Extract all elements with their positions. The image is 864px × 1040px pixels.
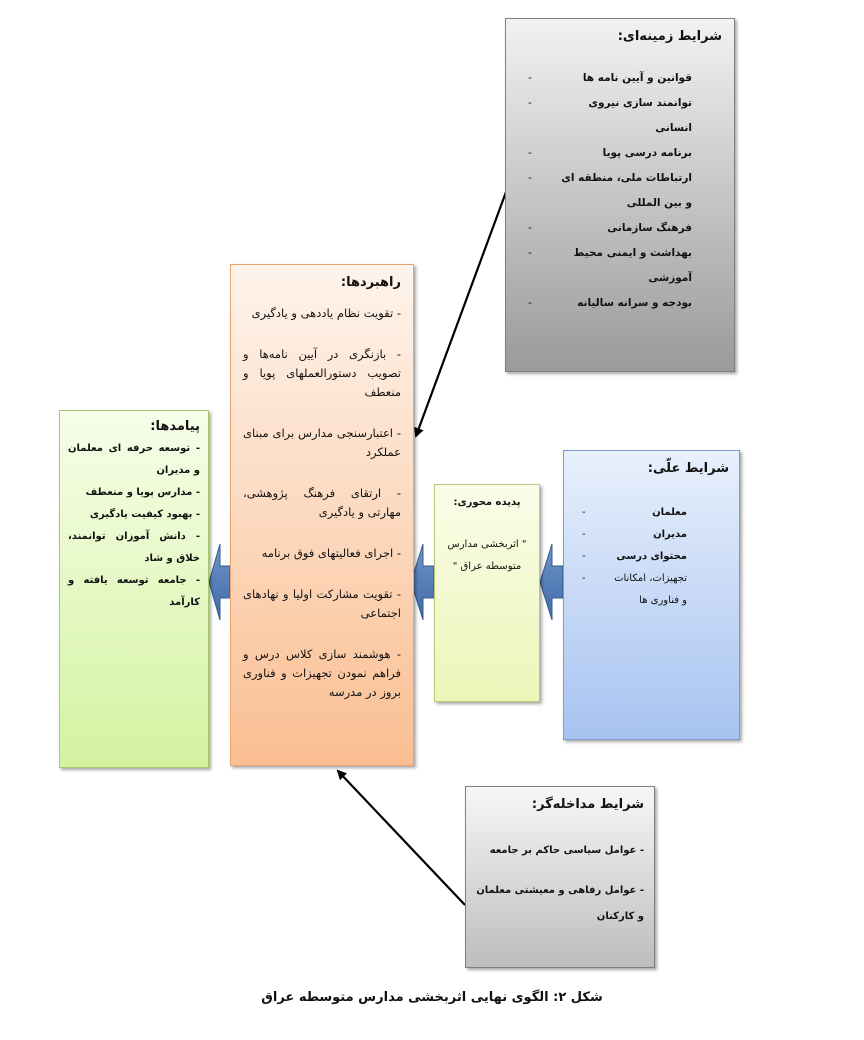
- causal-item: معلمان -: [574, 502, 729, 524]
- context-item: ارتباطات ملی، منطقه ای و بین المللی -: [518, 166, 722, 216]
- intervening-item: - عوامل سیاسی حاکم بر جامعه: [489, 845, 644, 856]
- outcomes-title: پیامدها:: [150, 419, 200, 434]
- outcome-item: - توسعه حرفه ای معلمان و مدیران: [68, 443, 200, 476]
- intervening-to-strategies-arrow: [338, 771, 465, 905]
- causal-conditions-box: [563, 450, 740, 740]
- context-item: فرهنگ سازمانی -: [518, 216, 722, 241]
- strategies-list: [243, 304, 401, 702]
- central-phenomenon-text: " اثربخشی مدارس متوسطه عراق ": [447, 539, 527, 572]
- strategies-title: راهبردها:: [340, 275, 401, 290]
- context-item: بودجه و سرانه سالیانه -: [518, 291, 722, 316]
- intervening-conditions-list: [476, 838, 644, 930]
- strategy-item: - اعتبارسنجی مدارس برای مبنای عملکرد: [243, 426, 401, 459]
- central-to-strategies-arrow: [411, 544, 434, 620]
- strategy-item: - اجرای فعالیتهای فوق برنامه: [261, 546, 401, 560]
- intervening-item: - عوامل رفاهی و معیشتی معلمان و کارکنان: [476, 885, 644, 922]
- context-conditions-box: [505, 18, 735, 372]
- context-item: توانمند سازی نیروی انسانی -: [518, 91, 722, 141]
- causal-item: محتوای درسی -: [574, 546, 729, 568]
- outcome-item: - دانش آموزان توانمند، خلاق و شاد: [68, 531, 200, 564]
- causal-conditions-title: شرایط علّی:: [647, 461, 729, 476]
- strategy-item: - هوشمند سازی کلاس درس و فراهم نمودن تجهیزات و فناوری بروز در مدرسه: [243, 647, 401, 699]
- strategy-item: - ارتقای فرهنگ پژوهشی، مهارتی و یادگیری: [243, 486, 401, 519]
- context-conditions-list: [518, 66, 722, 316]
- outcome-item: - مدارس پویا و منعطف: [85, 487, 200, 498]
- strategies-box: [230, 264, 414, 766]
- context-item: برنامه درسی پویا -: [518, 141, 722, 166]
- causal-conditions-list: [574, 502, 729, 612]
- strategy-item: - تقویت مشارکت اولیا و نهادهای اجتماعی: [243, 587, 401, 620]
- intervening-conditions-title: شرایط مداخله‌گر:: [531, 797, 644, 812]
- context-item: قوانین و آیین نامه ها -: [518, 66, 722, 91]
- central-phenomenon-title: پدیده محوری:: [453, 497, 521, 508]
- causal-item: تجهیزات، امکانات و فناوری ها -: [574, 568, 729, 612]
- context-conditions-title: شرایط زمینه‌ای:: [617, 29, 722, 44]
- context-item: بهداشت و ایمنی محیط آموزشی -: [518, 241, 722, 291]
- intervening-conditions-box: [465, 786, 655, 968]
- outcomes-list: [68, 438, 200, 614]
- causal-to-central-arrow: [540, 544, 563, 620]
- outcomes-box: [59, 410, 209, 768]
- central-phenomenon-box: [434, 484, 540, 702]
- figure-caption: شکل ۲: الگوی نهایی اثربخشی مدارس متوسطه عراق: [261, 990, 603, 1005]
- causal-item: مدیران -: [574, 524, 729, 546]
- strategy-item: - بازنگری در آیین نامه‌ها و تصویب دستورالعملهای پویا و منعطف: [243, 347, 401, 399]
- strategy-item: - تقویت نظام یاددهی و یادگیری: [251, 306, 401, 320]
- strategies-to-outcomes-arrow: [209, 544, 230, 620]
- outcome-item: - جامعه توسعه یافته و کارآمد: [68, 575, 200, 608]
- context-to-strategies-arrow: [416, 192, 506, 436]
- outcome-item: - بهبود کیفیت یادگیری: [89, 509, 200, 520]
